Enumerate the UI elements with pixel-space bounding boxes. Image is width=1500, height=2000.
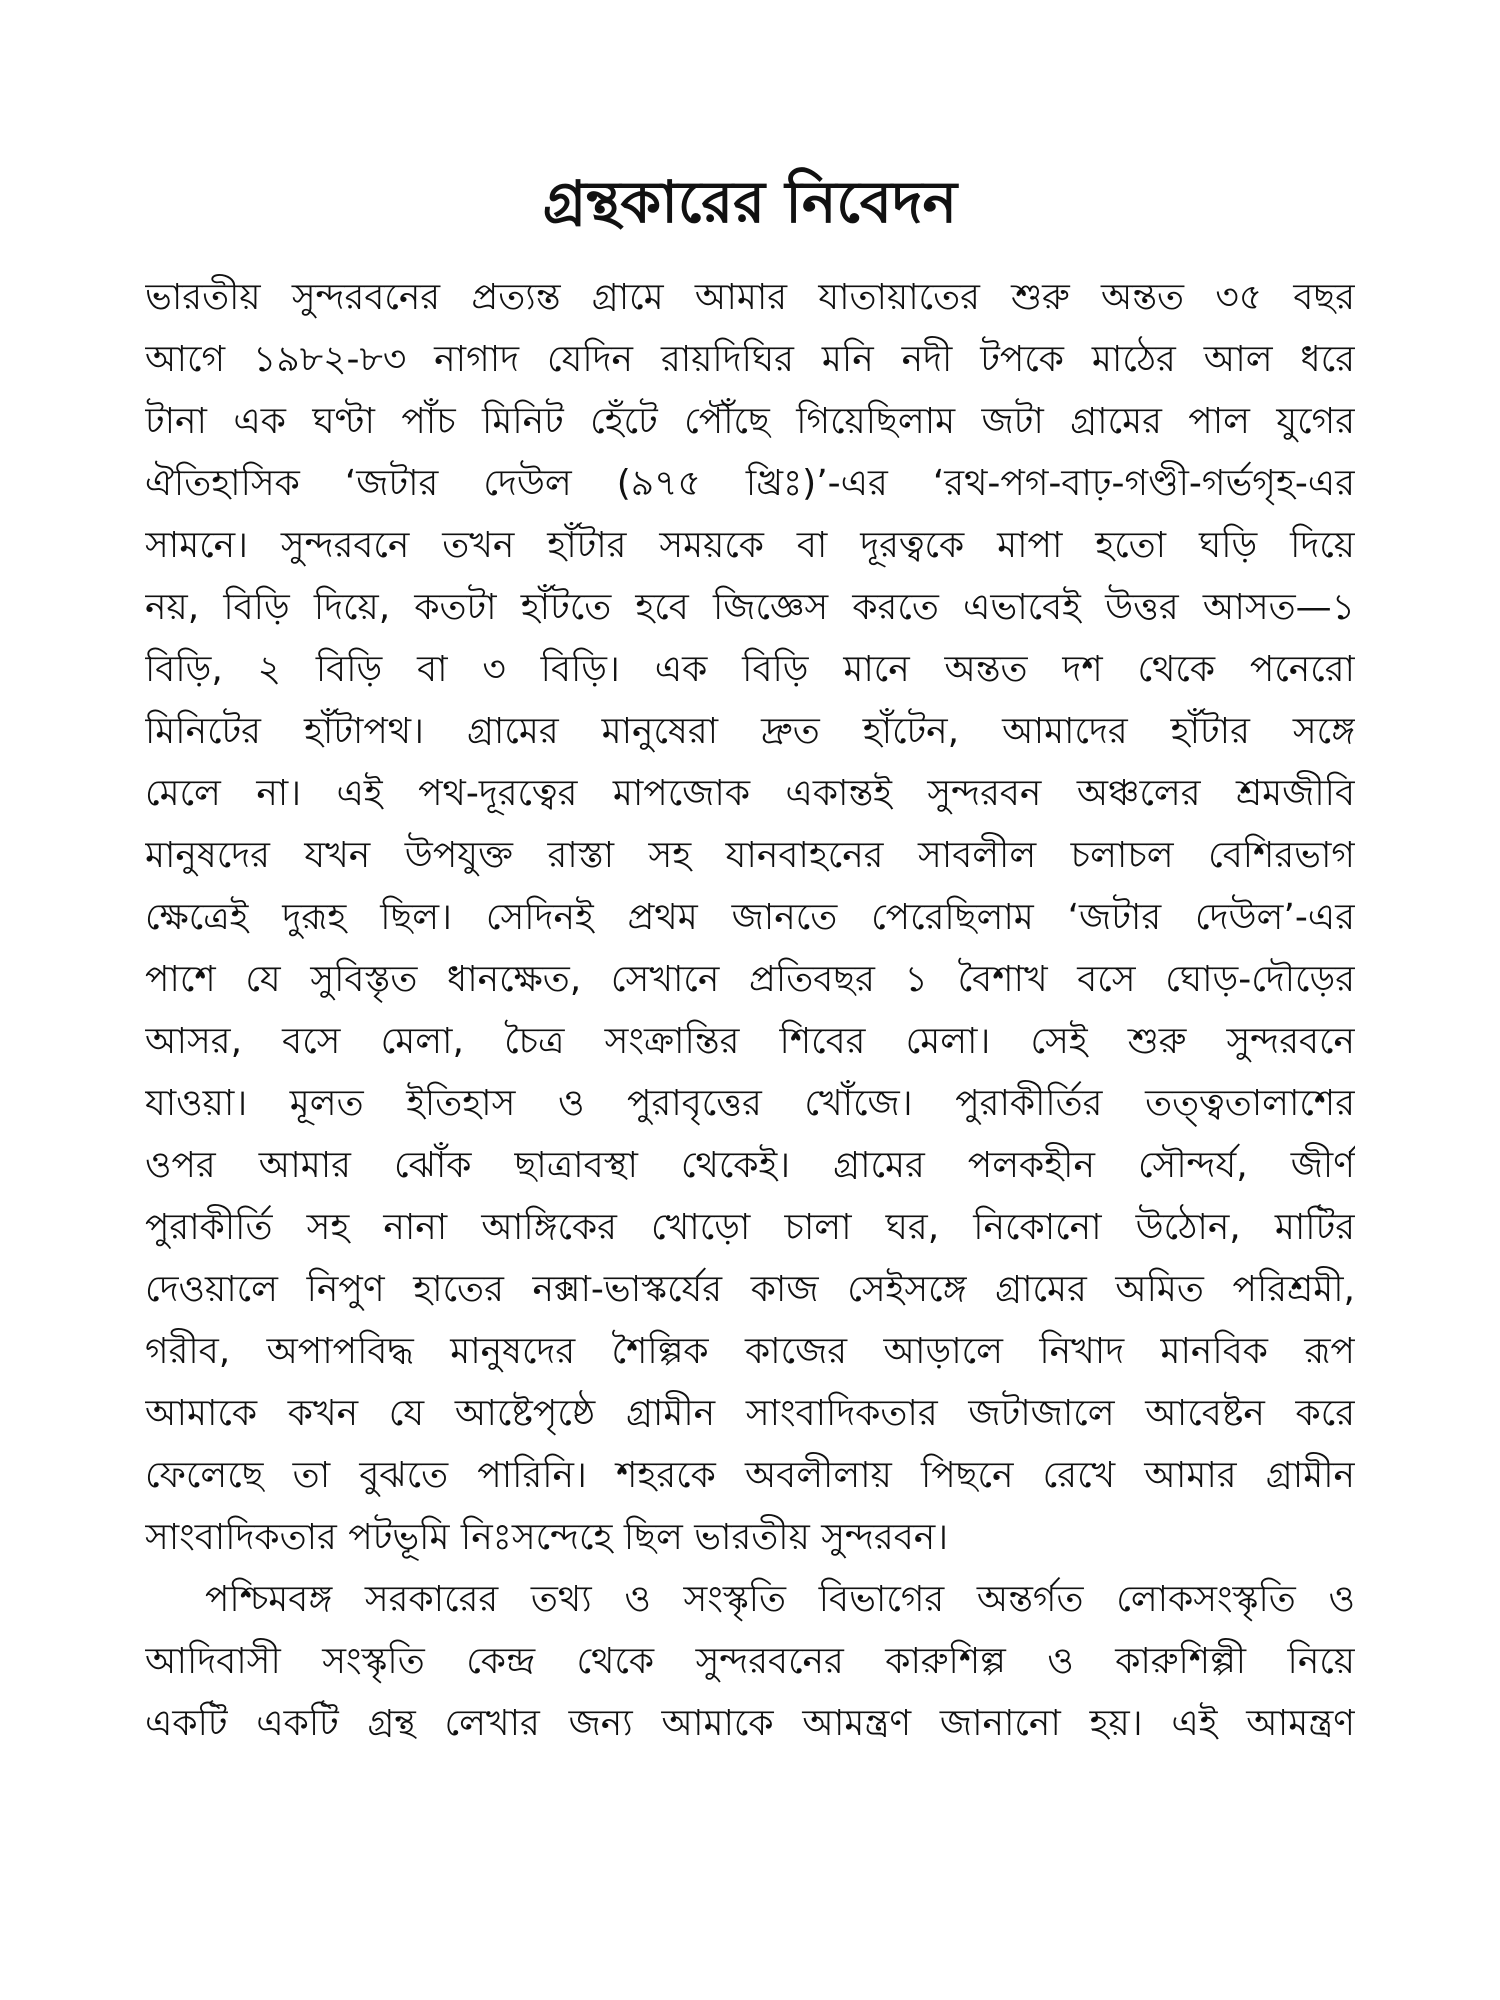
text-line: মেলে না। এই পথ-দূরত্বের মাপজোক একান্তই সুন্দরবন অঞ্চলের শ্রমজীবি: [145, 773, 1355, 814]
text-line: আমাকে কখন যে আষ্টেপৃষ্ঠে গ্রামীন সাংবাদিকতার জটাজালে আবেষ্টন করে: [145, 1393, 1355, 1434]
text-line: ঐতিহাসিক ‘জটার দেউল (৯৭৫ খ্রিঃ)’-এর ‘রথ-পগ-বাঢ়-গণ্ডী-গর্ভগৃহ-এর: [145, 463, 1355, 504]
text-line: আদিবাসী সংস্কৃতি কেন্দ্র থেকে সুন্দরবনের কারুশিল্প ও কারুশিল্পী নিয়ে: [145, 1641, 1355, 1682]
text-line: পাশে যে সুবিস্তৃত ধানক্ষেত, সেখানে প্রতিবছর ১ বৈশাখ বসে ঘোড়-দৌড়ের: [145, 959, 1355, 1000]
text-line: দেওয়ালে নিপুণ হাতের নক্সা-ভাস্কর্যের কাজ সেইসঙ্গে গ্রামের অমিত পরিশ্রমী,: [145, 1269, 1355, 1310]
text-line: ফেলেছে তা বুঝতে পারিনি। শহরকে অবলীলায় পিছনে রেখে আমার গ্রামীন: [145, 1455, 1355, 1496]
paragraph-1: [145, 267, 1355, 1569]
text-line: পুরাকীর্তি সহ নানা আঙ্গিকের খোড়ো চালা ঘর, নিকোনো উঠোন, মাটির: [145, 1207, 1355, 1248]
text-line: ভারতীয় সুন্দরবনের প্রত্যন্ত গ্রামে আমার যাতায়াতের শুরু অন্তত ৩৫ বছর: [145, 277, 1355, 318]
text-line: নয়, বিড়ি দিয়ে, কতটা হাঁটতে হবে জিজ্ঞেস করতে এভাবেই উত্তর আসত—১: [145, 587, 1355, 628]
paragraph-2: [145, 1569, 1355, 1755]
text-line: একটি একটি গ্রন্থ লেখার জন্য আমাকে আমন্ত্রণ জানানো হয়। এই আমন্ত্রণ: [145, 1703, 1355, 1744]
text-line: বিড়ি, ২ বিড়ি বা ৩ বিড়ি। এক বিড়ি মানে অন্তত দশ থেকে পনেরো: [145, 649, 1355, 690]
text-line: টানা এক ঘণ্টা পাঁচ মিনিট হেঁটে পৌঁছে গিয়েছিলাম জটা গ্রামের পাল যুগের: [145, 401, 1355, 442]
text-line: মিনিটের হাঁটাপথ। গ্রামের মানুষেরা দ্রুত হাঁটেন, আমাদের হাঁটার সঙ্গে: [145, 711, 1355, 752]
text-line: সামনে। সুন্দরবনে তখন হাঁটার সময়কে বা দূরত্বকে মাপা হতো ঘড়ি দিয়ে: [145, 525, 1355, 566]
body-text: [145, 267, 1355, 1755]
text-line: ওপর আমার ঝোঁক ছাত্রাবস্থা থেকেই। গ্রামের পলকহীন সৌন্দর্য, জীর্ণ: [145, 1145, 1355, 1186]
text-line: পশ্চিমবঙ্গ সরকারের তথ্য ও সংস্কৃতি বিভাগের অন্তর্গত লোকসংস্কৃতি ও: [205, 1579, 1355, 1620]
text-line: গরীব, অপাপবিদ্ধ মানুষদের শৈল্পিক কাজের আড়ালে নিখাদ মানবিক রূপ: [145, 1331, 1355, 1372]
text-line: মানুষদের যখন উপযুক্ত রাস্তা সহ যানবাহনের সাবলীল চলাচল বেশিরভাগ: [145, 835, 1355, 876]
text-line: আসর, বসে মেলা, চৈত্র সংক্রান্তির শিবের মেলা। সেই শুরু সুন্দরবনে: [145, 1021, 1355, 1062]
page-title: গ্রন্থকারের নিবেদন: [542, 168, 958, 236]
text-line: আগে ১৯৮২-৮৩ নাগাদ যেদিন রায়দিঘির মনি নদী টপকে মাঠের আল ধরে: [145, 339, 1355, 380]
text-line: যাওয়া। মূলত ইতিহাস ও পুরাবৃত্তের খোঁজে। পুরাকীর্তির তত্ত্বতালাশের: [145, 1083, 1355, 1124]
text-line: সাংবাদিকতার পটভূমি নিঃসন্দেহে ছিল ভারতীয় সুন্দরবন।: [145, 1517, 949, 1558]
text-line: ক্ষেত্রেই দুরূহ ছিল। সেদিনই প্রথম জানতে পেরেছিলাম ‘জটার দেউল’-এর: [145, 897, 1355, 938]
